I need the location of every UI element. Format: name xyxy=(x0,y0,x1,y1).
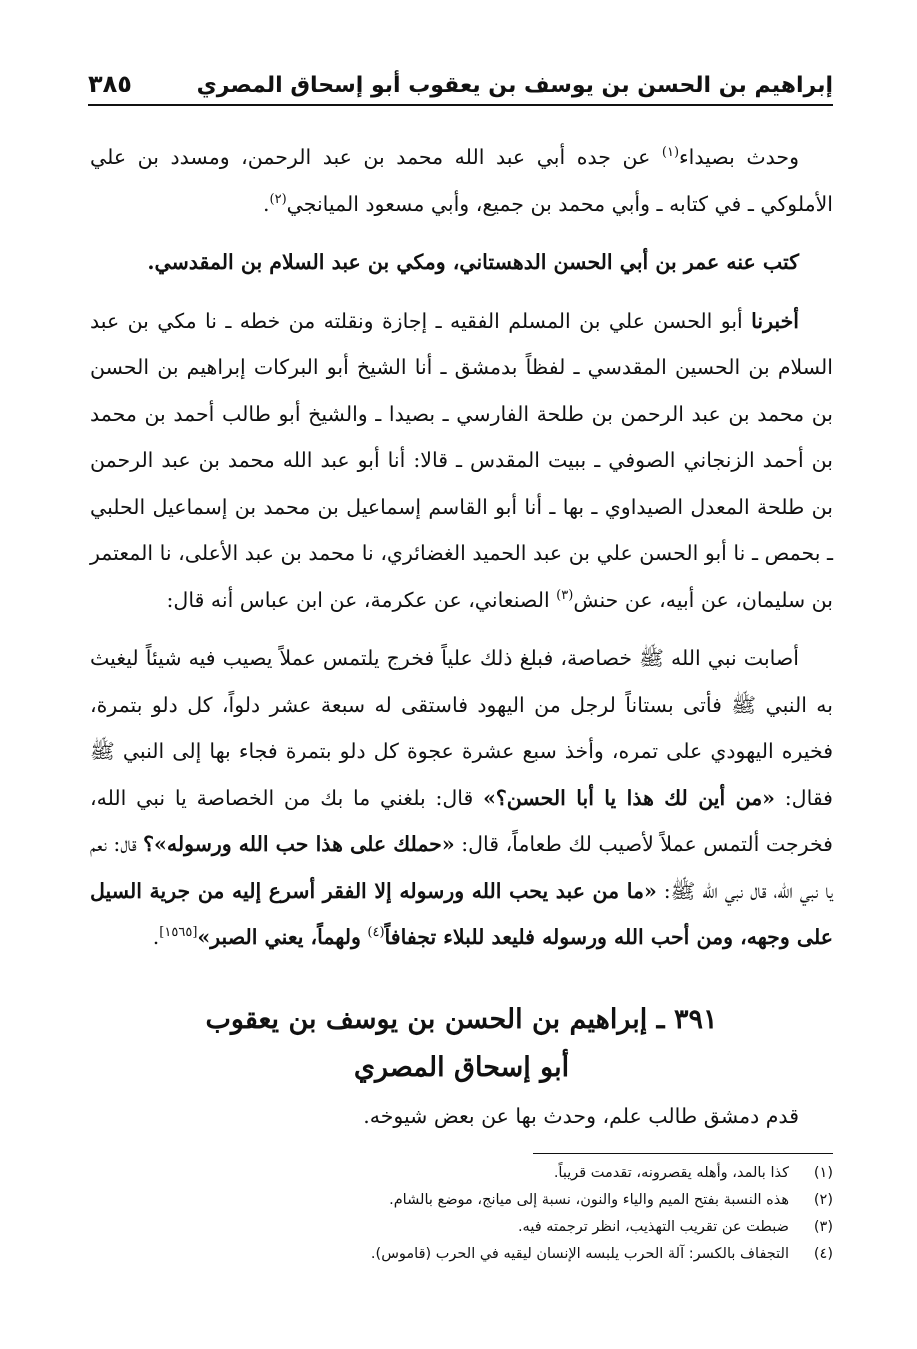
p4-quote-1: «من أين لك هذا يا أبا الحسن؟» xyxy=(483,785,775,810)
footnote-ref-3: (٣) xyxy=(556,587,574,603)
biography-paragraph: قدم دمشق طالب علم، وحدث بها عن بعض شيوخه. xyxy=(363,1104,799,1128)
footnote-number: (٣) xyxy=(813,1219,833,1235)
biography-text xyxy=(90,1096,833,1136)
footnote-text: التجفاف بالكسر: آلة الحرب يلبسه الإنسان ليقيه في الحرب (قاموس). xyxy=(370,1246,789,1262)
p4-end: . xyxy=(152,925,160,949)
footnote-number: (٤) xyxy=(813,1246,833,1262)
p3-text: أبو الحسن علي بن المسلم الفقيه ـ إجازة ونقلته من خطه ـ نا مكي بن عبد السلام بن الحسين المقدسي ـ لفظاً بدمشق ـ أنا الشيخ أبو البركات إبراهيم بن الحسن بن محمد بن عبد الرحمن بن طلحة الفارسي ـ بصيدا ـ والشيخ أبو طالب أحمد بن محمد بن أحمد الزنجاني الصوفي ـ ببيت المقدس ـ قالا: أنا أبو عبد الله محمد بن عبد الرحمن بن طلحة المعدل الصيداوي ـ بها ـ أنا أبو القاسم إسماعيل بن محمد بن إسماعيل الحلبي ـ بحمص ـ نا أبو الحسن علي بن عبد الحميد الغضائري، نا محمد بن عبد الأعلى، نا المعتمر بن سليمان، عن أبيه، عن حنش xyxy=(90,308,833,612)
paragraph-2 xyxy=(90,239,833,286)
p4-a: أصابت نبي الله ﷺ خصاصة، فبلغ ذلك علياً فخرج يلتمس عملاً يصيب فيه شيئاً ليغيث به النبي ﷺ فأتى بستاناً لرجل من اليهود فاستقى له سبعة عشر دلواً، كل دلو بتمرة، فخيره اليهودي على تمره، وأخذ سبع عشرة عجوة كل دلو بتمرة فجاء بها إلى النبي ﷺ فقال: xyxy=(90,646,833,810)
biography-heading xyxy=(90,996,833,1092)
p3-lead: أخبرنا xyxy=(751,308,799,333)
p4-quote-2: «حملك على هذا حب الله ورسوله»؟ xyxy=(143,832,455,856)
main-text xyxy=(90,134,833,961)
p1-rest: عن جده أبي عبد الله محمد بن عبد الرحمن، ومسدد بن علي الأملوكي ـ في كتابه ـ وأبي محمد بن جميع، وأبي مسعود الميانجي xyxy=(90,145,833,216)
paragraph-3 xyxy=(90,298,833,624)
footnote-text: هذه النسبة بفتح الميم والياء والنون، نسبة إلى ميانج، موضع بالشام. xyxy=(389,1192,789,1208)
p4-b: قال: بلغني ما بك من الخصاصة يا نبي الله، فخرجت ألتمس عملاً لأصيب لك طعاماً، قال: xyxy=(90,785,833,856)
hadith-number: [١٥٦٥] xyxy=(159,925,198,941)
header-title: إبراهيم بن الحسن بن يوسف بن يعقوب أبو إسحاق المصري xyxy=(196,73,833,98)
footnote-ref-2: (٢) xyxy=(269,191,287,207)
footnote-ref-4: (٤) xyxy=(367,925,385,941)
footnote-text: ضبطت عن تقريب التهذيب، انظر ترجمته فيه. xyxy=(517,1219,789,1235)
footnote-number: (٢) xyxy=(813,1192,833,1208)
footnote xyxy=(120,1160,833,1187)
footnote xyxy=(120,1241,833,1268)
page-number: ٣٨٥ xyxy=(88,70,132,98)
biography-title-line-2: أبو إسحاق المصري xyxy=(353,1052,570,1083)
footnote xyxy=(120,1187,833,1214)
footnote-text: كذا بالمد، وأهله يقصرونه، تقدمت قريباً. xyxy=(553,1165,789,1181)
footnote-ref-1: (١) xyxy=(661,145,680,161)
biography-title-line-1: ٣٩١ ـ إبراهيم بن الحسن بن يوسف بن يعقوب xyxy=(205,1004,718,1035)
footnotes xyxy=(120,1160,833,1268)
footnote-divider xyxy=(533,1153,833,1154)
p1-text: وحدث بصيداء xyxy=(679,145,799,169)
p4-quote-3-end: ولهماً، يعني الصبر» xyxy=(197,925,361,949)
paragraph-1 xyxy=(90,134,833,227)
paragraph-4 xyxy=(90,635,833,961)
p2-text: كتب عنه عمر بن أبي الحسن الدهستاني، ومكي بن عبد السلام بن المقدسي. xyxy=(147,250,799,274)
p4-c: قال: نعم يا نبي الله، قال نبي الله ﷺ: xyxy=(90,832,833,903)
p4-quote-3: «ما من عبد يحب الله ورسوله إلا الفقر أسرع إليه من جرية السيل على وجهه، ومن أحب الله ورسوله فليعد للبلاء تجفافاً xyxy=(90,878,833,949)
p1-end: . xyxy=(262,191,270,216)
running-header xyxy=(88,66,833,106)
p3-end: الصنعاني، عن عكرمة، عن ابن عباس أنه قال: xyxy=(166,587,550,612)
footnote-number: (١) xyxy=(813,1165,833,1181)
footnote xyxy=(120,1214,833,1241)
